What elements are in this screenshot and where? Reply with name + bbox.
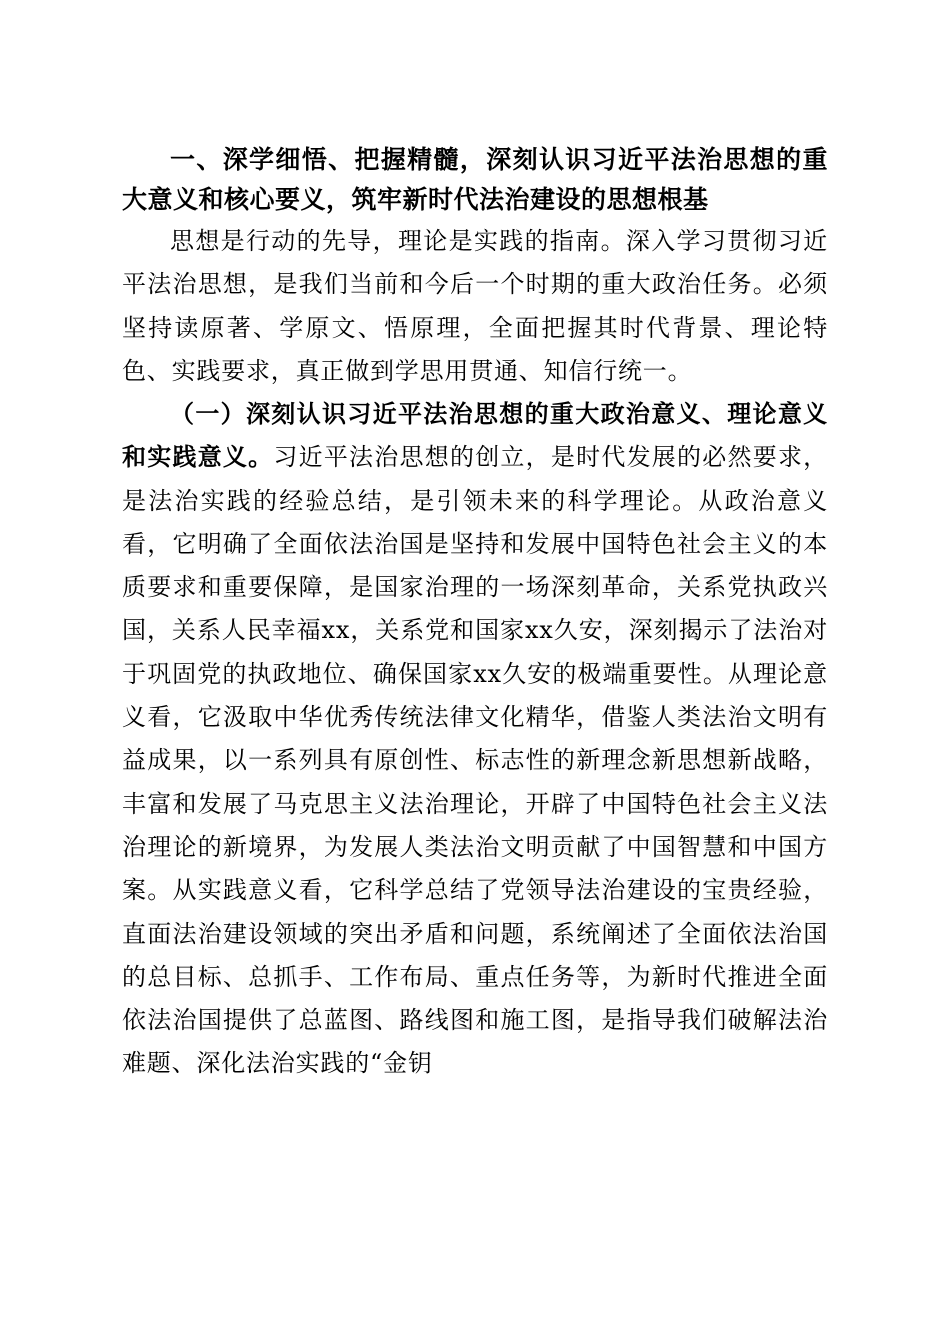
section-heading: 一、深学细悟、把握精髓，深刻认识习近平法治思想的重大意义和核心要义，筑牢新时代法治建设的思想根基	[122, 145, 828, 214]
document-body	[122, 140, 828, 1129]
paragraph-subsection-one	[122, 393, 828, 1129]
paragraph-intro: 思想是行动的先导，理论是实践的指南。深入学习贯彻习近平法治思想，是我们当前和今后一个时期的重大政治任务。必须坚持读原著、学原文、悟原理，全面把握其时代背景、理论特色、实践要求，真正做到学思用贯通、知信行统一。	[122, 227, 828, 385]
subsection-body: 习近平法治思想的创立，是时代发展的必然要求，是法治实践的经验总结，是引领未来的科学理论。从政治意义看，它明确了全面依法治国是坚持和发展中国特色社会主义的本质要求和重要保障，是国家治理的一场深刻革命，关系党执政兴国，关系人民幸福xx，关系党和国家xx久安，深刻揭示了法治对于巩固党的执政地位、确保国家xx久安的极端重要性。从理论意义看，它汲取中华优秀传统法律文化精华，借鉴人类法治文明有益成果，以一系列具有原创性、标志性的新理念新思想新战略，丰富和发展了马克思主义法治理论，开辟了中国特色社会主义法治理论的新境界，为发展人类法治文明贡献了中国智慧和中国方案。从实践意义看，它科学总结了党领导法治建设的宝贵经验，直面法治建设领域的突出矛盾和问题，系统阐述了全面依法治国的总目标、总抓手、工作布局、重点任务等，为新时代推进全面依法治国提供了总蓝图、路线图和施工图，是指导我们破解法治难题、深化法治实践的“金钥	[122, 443, 828, 1078]
subsection-heading: （一）深刻认识习近平法治思想的重大政治意义、理论意义和实践意义。	[122, 400, 828, 472]
